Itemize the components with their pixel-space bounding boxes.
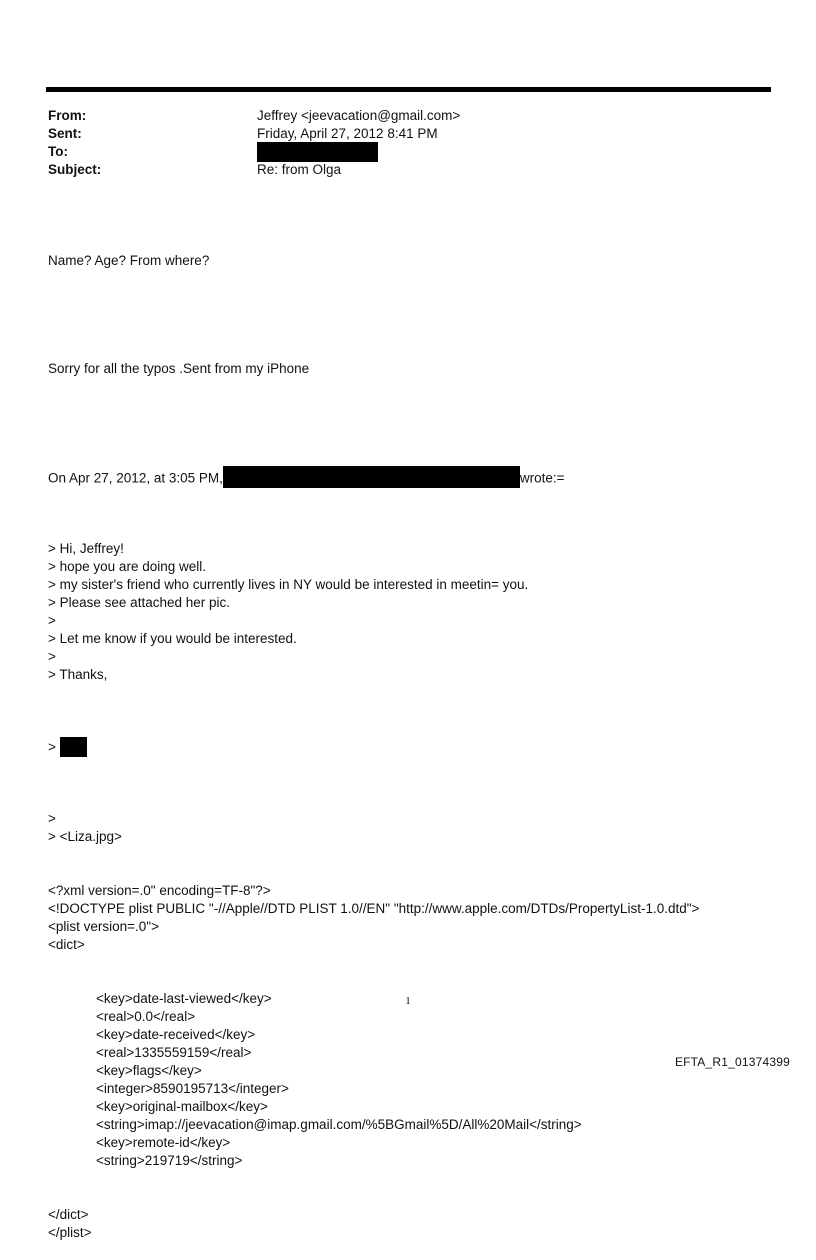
email-header: [48, 107, 748, 179]
sent-label: Sent:: [48, 126, 82, 141]
page-number: 1: [405, 995, 411, 1007]
quote-intro-suffix: wrote:=: [519, 470, 565, 486]
quoted-line: >: [48, 649, 56, 664]
quoted-sig-prefix: >: [48, 739, 60, 755]
quoted-attachment: [48, 810, 788, 846]
quoted-signature-line: [48, 738, 788, 756]
to-value: [257, 143, 378, 163]
quoted-line: > <Liza.jpg>: [48, 829, 122, 844]
plist-entry-line: <string>imap://jeevacation@imap.gmail.com/%5BGmail%5D/All%20Mail</string>: [96, 1117, 582, 1132]
quote-intro: [48, 468, 788, 486]
quoted-line: > Hi, Jeffrey!: [48, 541, 124, 556]
sent-row: [48, 125, 748, 143]
signature-line: Sorry for all the typos .Sent from my iPhone: [48, 361, 310, 376]
from-value: Jeffrey <jeevacation@gmail.com>: [257, 108, 461, 123]
plist-line: <?xml version=.0" encoding=TF-8"?>: [48, 883, 271, 898]
plist-line: </dict>: [48, 1207, 89, 1222]
subject-label: Subject:: [48, 162, 102, 177]
subject-value: Re: from Olga: [257, 162, 342, 177]
quote-intro-prefix: On Apr 27, 2012, at 3:05 PM,: [48, 470, 223, 486]
plist-line: <!DOCTYPE plist PUBLIC "-//Apple//DTD PLIST 1.0//EN" "http://www.apple.com/DTDs/PropertyList-1.0.dtd">: [48, 901, 700, 916]
plist-footer: [48, 1206, 788, 1242]
plist-entry-line: <key>remote-id</key>: [96, 1135, 231, 1150]
redaction-block: [60, 737, 87, 757]
sent-value: Friday, April 27, 2012 8:41 PM: [257, 126, 438, 141]
plist-entry-line: <key>date-last-viewed</key>: [96, 991, 272, 1006]
plist-entry-line: <real>1335559159</real>: [96, 1045, 252, 1060]
plist-entry-line: <real>0.0</real>: [96, 1009, 196, 1024]
header-rule: [46, 87, 771, 92]
plist-header: [48, 882, 788, 954]
quoted-line: > Let me know if you would be interested.: [48, 631, 297, 646]
plist-line: <dict>: [48, 937, 85, 952]
from-label: From:: [48, 108, 87, 123]
plist-entry-line: <string>219719</string>: [96, 1153, 243, 1168]
reply-line: Name? Age? From where?: [48, 253, 210, 268]
plist-entry-line: <key>date-received</key>: [96, 1027, 256, 1042]
redaction-block: [257, 142, 378, 162]
email-body: [48, 216, 788, 1260]
quoted-line: > Thanks,: [48, 667, 108, 682]
subject-row: [48, 161, 748, 179]
bates-number: EFTA_R1_01374399: [674, 1055, 790, 1069]
plist-line: <plist version=.0">: [48, 919, 159, 934]
to-row: [48, 143, 748, 161]
quoted-line: >: [48, 811, 56, 826]
blank-line: [48, 306, 788, 324]
plist-line: </plist>: [48, 1225, 92, 1240]
plist-entry-line: <key>flags</key>: [96, 1063, 202, 1078]
from-row: [48, 107, 748, 125]
quoted-line: > Please see attached her pic.: [48, 595, 230, 610]
to-label: To:: [48, 144, 68, 159]
plist-dict: [48, 990, 788, 1170]
plist-entry-line: <integer>8590195713</integer>: [96, 1081, 289, 1096]
quoted-message: [48, 540, 788, 684]
blank-line: [48, 414, 788, 432]
quoted-line: > hope you are doing well.: [48, 559, 206, 574]
redaction-block: [223, 466, 520, 488]
quoted-line: >: [48, 613, 56, 628]
plist-entry-line: <key>original-mailbox</key>: [96, 1099, 268, 1114]
quoted-line: > my sister's friend who currently lives in NY would be interested in meetin= you.: [48, 577, 529, 592]
